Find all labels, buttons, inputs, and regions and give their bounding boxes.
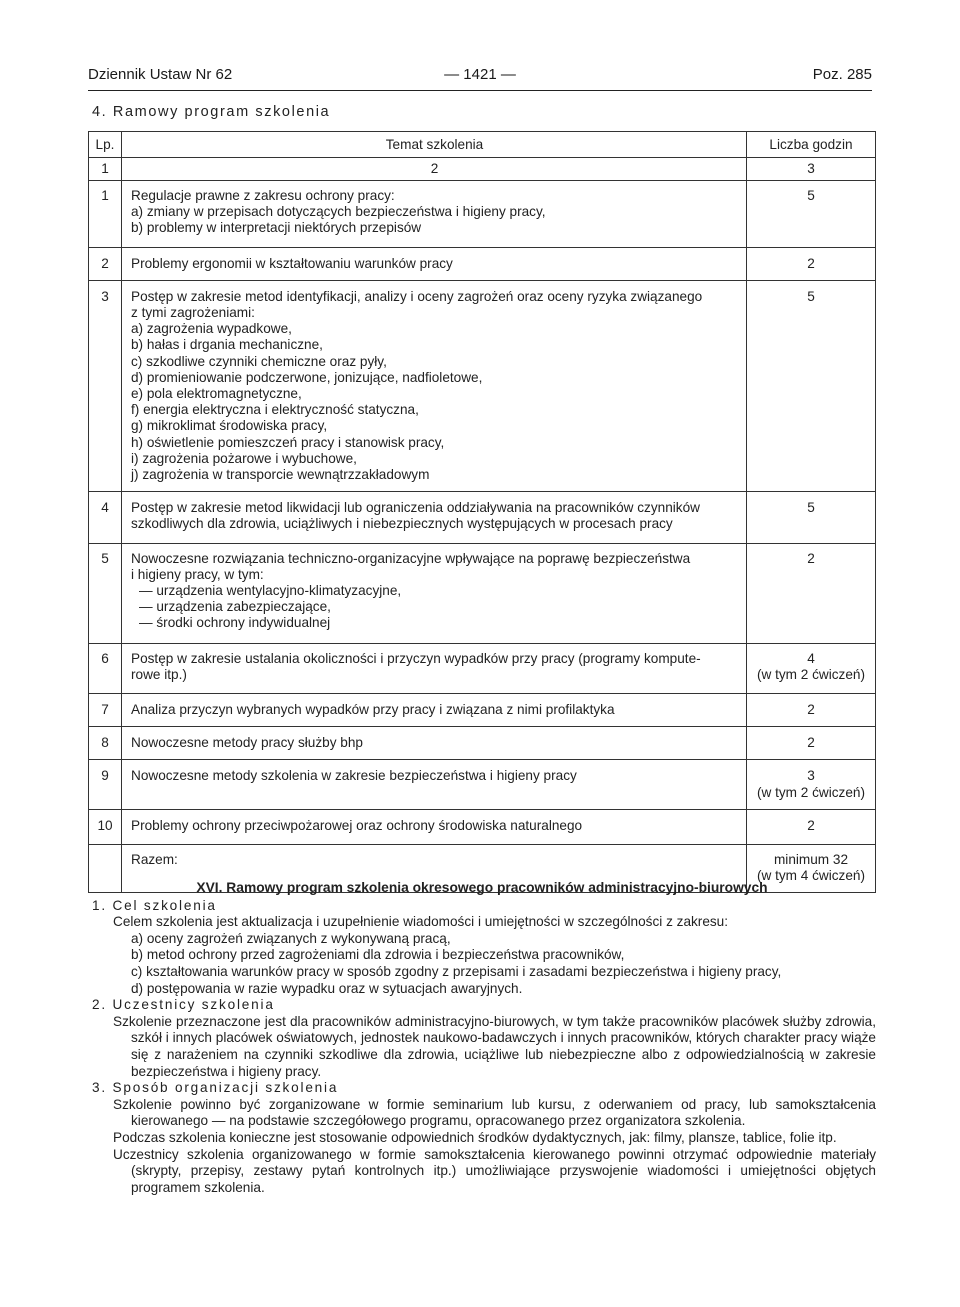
row-lp-text: 7	[101, 702, 109, 718]
topic-line: Nowoczesne metody szkolenia w zakresie bezpieczeństwa i higieny pracy	[131, 768, 577, 784]
row-topic	[122, 543, 747, 643]
topic-line: — środki ochrony indywidualnej	[139, 615, 331, 631]
table-row	[89, 727, 876, 760]
topic-line: Regulacje prawne z zakresu ochrony pracy:	[131, 188, 395, 203]
row-lp-text: 2	[101, 255, 109, 271]
hours-value: 3	[807, 768, 815, 784]
topic-line: a) zmiany w przepisach dotyczących bezpieczeństwa i higieny pracy,	[131, 204, 546, 220]
topic-line: — urządzenia wentylacyjno-klimatyzacyjne,	[139, 583, 402, 599]
cel-item: b) metod ochrony przed zagrożeniami dla zdrowia i bezpieczeństwa pracowników,	[131, 947, 625, 963]
topic-line: b) problemy w interpretacji niektórych przepisów	[131, 220, 422, 236]
table-row	[89, 181, 876, 248]
table-row	[89, 694, 876, 727]
topic-line: Nowoczesne rozwiązania techniczno-organizacyjne wpływające na poprawę bezpieczeństwa	[131, 550, 691, 566]
hours-note: (w tym 2 ćwiczeń)	[756, 666, 865, 682]
uczestnicy-heading: 2. Uczestnicy szkolenia	[92, 997, 275, 1013]
hours-value: 2	[807, 550, 815, 566]
row-lp-text: 1	[101, 188, 109, 203]
row-lp	[89, 181, 122, 248]
cel-heading: 1. Cel szkolenia	[92, 897, 217, 913]
cel-intro: Celem szkolenia jest aktualizacja i uzupełnienie wiadomości i umiejętności w szczególności z zakresu:	[113, 914, 729, 930]
row-lp-text: 5	[101, 550, 109, 566]
topic-line: c) szkodliwe czynniki chemiczne oraz pyły,	[131, 353, 387, 369]
topic-line: f) energia elektryczna i elektryczność statyczna,	[131, 402, 419, 418]
table-row	[89, 760, 876, 809]
topic-line: Postęp w zakresie ustalania okoliczności i przyczyn wypadków przy pracy (programy kompute-	[131, 650, 701, 666]
topic-line: Nowoczesne metody pracy służby bhp	[131, 735, 363, 751]
header-lp: Lp.	[89, 132, 122, 158]
row-lp	[89, 247, 122, 280]
hours-value: 5	[807, 188, 815, 203]
hours-value: 4	[807, 650, 815, 666]
table-row	[89, 492, 876, 543]
cel-item: d) postępowania w razie wypadku oraz w sytuacjach awaryjnych.	[131, 980, 523, 996]
cel-item: a) oceny zagrożeń związanych z wykonywaną pracą,	[131, 930, 451, 946]
topic-line: Postęp w zakresie metod identyfikacji, analizy i oceny zagrożeń oraz oceny ryzyka związanego	[131, 288, 703, 304]
section-16	[88, 880, 876, 1196]
hours-value: 2	[807, 735, 815, 751]
row-topic	[122, 809, 747, 844]
row-hours	[747, 643, 876, 693]
hours-value: 5	[807, 288, 815, 304]
table-header-row	[89, 132, 876, 158]
hours-value: 2	[807, 255, 815, 271]
table-row	[89, 280, 876, 491]
hours-value: 5	[807, 500, 815, 516]
row-lp-text: 3	[101, 288, 109, 304]
table-row	[89, 809, 876, 844]
row-topic	[122, 694, 747, 727]
total-hours-note: (w tym 4 ćwiczeń)	[756, 868, 865, 884]
journal-name: Dziennik Ustaw Nr 62	[88, 66, 233, 83]
table-number-row	[89, 158, 876, 181]
hours-note: (w tym 2 ćwiczeń)	[756, 784, 865, 800]
topic-line: Problemy ergonomii w kształtowaniu warunków pracy	[131, 255, 453, 271]
row-topic	[122, 280, 747, 491]
table-row	[89, 247, 876, 280]
row-topic	[122, 643, 747, 693]
row-topic	[122, 181, 747, 248]
row-lp-text: 8	[101, 735, 109, 751]
row-lp-text: 4	[101, 500, 109, 516]
row-hours	[747, 247, 876, 280]
row-lp	[89, 694, 122, 727]
row-lp-text: 6	[101, 650, 109, 666]
row-lp	[89, 492, 122, 543]
topic-line: j) zagrożenia w transporcie wewnątrzzakładowym	[131, 467, 430, 483]
sposob-paragraph: Szkolenie powinno być zorganizowane w formie seminarium lub kursu, z oderwaniem od pracy, lub samokształcenia kierowanego — na podstawie szczegółowego programu, opracowanego przez organizatora szkolenia.	[113, 1096, 876, 1129]
hours-value: 2	[807, 702, 815, 718]
table-row	[89, 643, 876, 693]
number-topic: 2	[122, 158, 747, 181]
cel-item: c) kształtowania warunków pracy w sposób zgodny z przepisami i zasadami bezpieczeństwa i higieny pracy,	[131, 963, 782, 979]
topic-line: e) pola elektromagnetyczne,	[131, 386, 302, 402]
topic-line: a) zagrożenia wypadkowe,	[131, 321, 292, 337]
row-lp	[89, 809, 122, 844]
topic-line: szkodliwych dla zdrowia, uciążliwych i niebezpiecznych występujących w procesach pracy	[131, 516, 673, 532]
topic-line: — urządzenia zabezpieczające,	[139, 599, 331, 615]
page-number: — 1421 —	[444, 66, 516, 83]
row-hours	[747, 280, 876, 491]
total-hours: minimum 32	[773, 852, 849, 868]
header-rule	[88, 90, 872, 91]
topic-line: d) promieniowanie podczerwone, jonizujące, nadfioletowe,	[131, 369, 483, 385]
row-hours	[747, 543, 876, 643]
row-lp	[89, 543, 122, 643]
row-hours	[747, 809, 876, 844]
topic-line: Problemy ochrony przeciwpożarowej oraz ochrony środowiska naturalnego	[131, 817, 583, 833]
sposob-paragraph: Uczestnicy szkolenia organizowanego w formie samokształcenia kierowanego powinni otrzymać odpowiednie materiały (skrypty, przepisy, zestawy pytań kontrolnych itp.) umożliwiające przyswojenie wiadomości i umiejętności objętych programem szkolenia.	[113, 1146, 876, 1195]
header-hours: Liczba godzin	[747, 132, 876, 158]
row-topic	[122, 492, 747, 543]
row-topic	[122, 247, 747, 280]
section-4-title: 4. Ramowy program szkolenia	[92, 104, 331, 120]
sposob-heading: 3. Sposób organizacji szkolenia	[92, 1080, 339, 1096]
topic-line: Analiza przyczyn wybranych wypadków przy pracy i związana z nimi profilaktyka	[131, 702, 615, 718]
uczestnicy-text: Szkolenie przeznaczone jest dla pracowników administracyjno-biurowych, w tym także pracowników placówek służby zdrowia, szkół i innych placówek oświatowych, jednostek naukowo-badawczych i innych pracowników, których charakter pracy wiąże się z narażeniem na czynniki szkodliwe dla zdrowia, uciążliwe lub niebezpieczne albo z odpowiedzialnością w zakresie bezpieczeństwa i higieny pracy.	[113, 1013, 876, 1079]
row-hours	[747, 181, 876, 248]
header-topic: Temat szkolenia	[122, 132, 747, 158]
table-row	[89, 543, 876, 643]
row-topic	[122, 760, 747, 809]
position-number: Poz. 285	[812, 66, 872, 83]
section-16-title: XVI. Ramowy program szkolenia okresowego pracowników administracyjno-biurowych	[196, 880, 768, 895]
sposob-paragraph: Podczas szkolenia konieczne jest stosowanie odpowiednich środków dydaktycznych, jak: filmy, plansze, tablice, folie itp.	[113, 1129, 837, 1145]
row-lp	[89, 727, 122, 760]
total-label: Razem:	[131, 852, 178, 868]
row-lp	[89, 280, 122, 491]
topic-line: h) oświetlenie pomieszczeń pracy i stanowisk pracy,	[131, 434, 445, 450]
number-hours: 3	[747, 158, 876, 181]
topic-line: g) mikroklimat środowiska pracy,	[131, 418, 328, 434]
page-header	[88, 66, 872, 88]
training-program-table	[88, 131, 876, 893]
row-lp	[89, 643, 122, 693]
topic-line: z tymi zagrożeniami:	[131, 305, 255, 321]
row-lp-text: 9	[101, 768, 109, 784]
row-hours	[747, 727, 876, 760]
row-hours	[747, 694, 876, 727]
hours-value: 2	[807, 817, 815, 833]
topic-line: rowe itp.)	[131, 666, 187, 682]
topic-line: b) hałas i drgania mechaniczne,	[131, 337, 323, 353]
topic-line: i) zagrożenia pożarowe i wybuchowe,	[131, 450, 357, 466]
row-hours	[747, 760, 876, 809]
row-hours	[747, 492, 876, 543]
row-lp	[89, 760, 122, 809]
topic-line: Postęp w zakresie metod likwidacji lub ograniczenia oddziaływania na pracowników czynników	[131, 500, 700, 516]
number-lp: 1	[89, 158, 122, 181]
row-lp-text: 10	[97, 817, 113, 833]
row-topic	[122, 727, 747, 760]
topic-line: i higieny pracy, w tym:	[131, 566, 264, 582]
